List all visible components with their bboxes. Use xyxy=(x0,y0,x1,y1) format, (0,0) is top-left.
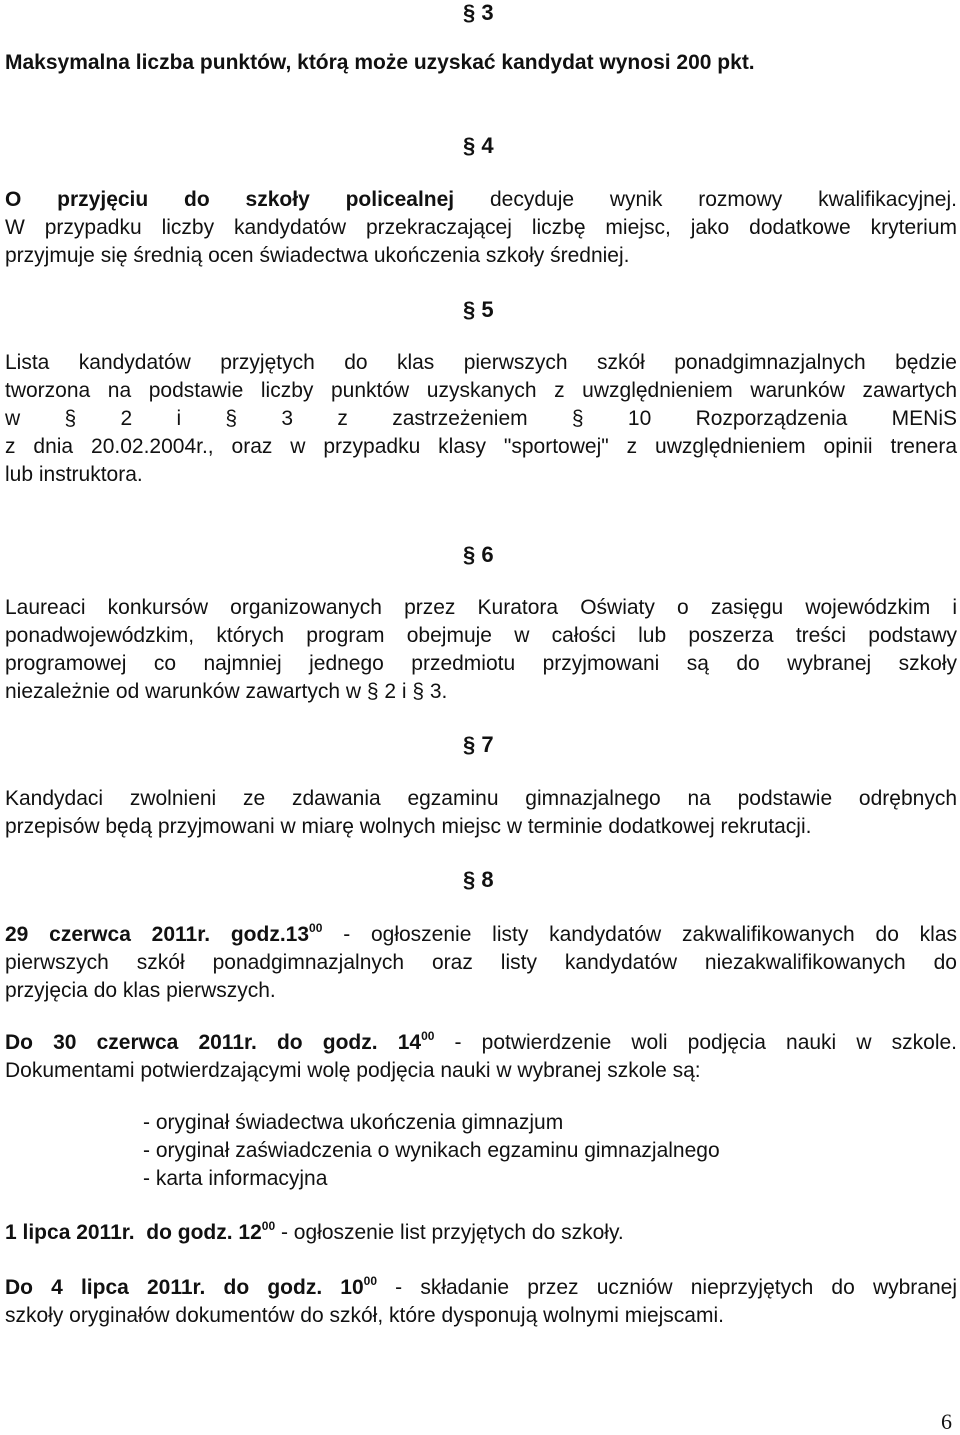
section-3-heading: § 3 xyxy=(463,0,494,25)
schedule-item-2-date xyxy=(5,1031,434,1054)
paragraph-6-line-4: niezależnie od warunków zawartych w § 2 i § 3. xyxy=(5,680,448,703)
paragraph-6 xyxy=(5,594,957,706)
list-item: - oryginał świadectwa ukończenia gimnazjum xyxy=(143,1111,564,1134)
section-7-heading: § 7 xyxy=(463,732,494,757)
paragraph-7-line-1: Kandydaci zwolnieni ze zdawania egzaminu gimnazjalnego na podstawie odrębnych xyxy=(5,787,957,810)
schedule-item-3-minutes: 00 xyxy=(261,1219,276,1233)
schedule-item-1-line-1 xyxy=(5,921,957,949)
schedule-item-2 xyxy=(5,1029,957,1085)
paragraph-4-line-2: W przypadku liczby kandydatów przekraczającej liczbę miejsc, jako dodatkowe kryterium xyxy=(5,216,957,239)
paragraph-5 xyxy=(5,349,957,489)
schedule-item-1-date-text: 29 czerwca 2011r. godz.13 xyxy=(5,923,310,946)
paragraph-4-line-3: przyjmuje się średnią ocen świadectwa ukończenia szkoły średniej. xyxy=(5,244,630,267)
schedule-item-1-date xyxy=(5,923,322,946)
paragraph-6-line-1: Laureaci konkursów organizowanych przez Kuratora Oświaty o zasięgu wojewódzkim i xyxy=(5,596,957,619)
schedule-item-2-line-1 xyxy=(5,1029,957,1057)
schedule-item-4-line-1 xyxy=(5,1274,957,1302)
paragraph-4-bold: O przyjęciu do szkoły policealnej xyxy=(5,188,455,211)
paragraph-6-line-2: ponadwojewódzkim, których program obejmuje w całości lub poszerza treści podstawy xyxy=(5,624,957,647)
page-number: 6 xyxy=(941,1409,952,1434)
documents-list xyxy=(143,1109,720,1193)
paragraph-5-line-5: lub instruktora. xyxy=(5,463,143,486)
paragraph-5-line-1: Lista kandydatów przyjętych do klas pierwszych szkół ponadgimnazjalnych będzie xyxy=(5,351,957,374)
paragraph-5-line-3: w § 2 i § 3 z zastrzeżeniem § 10 Rozporządzenia MENiS xyxy=(5,407,957,430)
schedule-item-1-line-2: pierwszych szkół ponadgimnazjalnych oraz listy kandydatów niezakwalifikowanych do xyxy=(5,951,957,974)
paragraph-4-line-1 xyxy=(5,186,957,214)
schedule-item-1-line-3: przyjęcia do klas pierwszych. xyxy=(5,979,276,1002)
schedule-item-1-minutes: 00 xyxy=(309,921,323,935)
schedule-item-1-desc: - ogłoszenie listy kandydatów zakwalifikowanych do klas xyxy=(322,923,958,946)
schedule-item-3-line-1 xyxy=(5,1219,957,1247)
schedule-item-2-minutes: 00 xyxy=(421,1029,435,1043)
paragraph-7-line-2: przepisów będą przyjmowani w miarę wolnych miejsc w terminie dodatkowej rekrutacji. xyxy=(5,815,812,838)
section-4-heading: § 4 xyxy=(463,133,494,158)
paragraph-4-line-1-rest: decyduje wynik rozmowy kwalifikacyjnej. xyxy=(454,188,957,211)
schedule-item-3 xyxy=(5,1219,957,1247)
schedule-item-4-line-2: szkoły oryginałów dokumentów do szkół, które dysponują wolnymi miejscami. xyxy=(5,1304,724,1327)
paragraph-7 xyxy=(5,785,957,841)
section-5-heading: § 5 xyxy=(463,297,494,322)
schedule-item-3-desc: - ogłoszenie list przyjętych do szkoły. xyxy=(275,1221,624,1244)
list-item: - oryginał zaświadczenia o wynikach egzaminu gimnazjalnego xyxy=(143,1139,720,1162)
schedule-item-3-date xyxy=(5,1221,275,1244)
schedule-item-3-date-text: 1 lipca 2011r. do godz. 12 xyxy=(5,1221,262,1244)
schedule-item-1 xyxy=(5,921,957,1005)
schedule-item-2-line-2: Dokumentami potwierdzającymi wolę podjęcia nauki w wybranej szkole są: xyxy=(5,1059,701,1082)
list-item: - karta informacyjna xyxy=(143,1167,328,1190)
paragraph-5-line-4: z dnia 20.02.2004r., oraz w przypadku klasy "sportowej" z uwzględnieniem opinii trenera xyxy=(5,435,957,458)
schedule-item-4-date-text: Do 4 lipca 2011r. do godz. 10 xyxy=(5,1276,364,1299)
paragraph-6-line-3: programowej co najmniej jednego przedmiotu przyjmowani są do wybranej szkoły xyxy=(5,652,957,675)
schedule-item-2-desc: - potwierdzenie woli podjęcia nauki w szkole. xyxy=(434,1031,957,1054)
section-8-heading: § 8 xyxy=(463,867,494,892)
max-points-text: Maksymalna liczba punktów, którą może uzyskać kandydat wynosi 200 pkt. xyxy=(5,51,755,74)
schedule-item-4-minutes: 00 xyxy=(363,1274,378,1288)
paragraph-4 xyxy=(5,186,957,270)
schedule-item-4-desc: - składanie przez uczniów nieprzyjętych do wybranej xyxy=(377,1276,957,1299)
schedule-item-2-date-text: Do 30 czerwca 2011r. do godz. 14 xyxy=(5,1031,422,1054)
schedule-item-4-date xyxy=(5,1276,377,1299)
section-6-heading: § 6 xyxy=(463,542,494,567)
paragraph-3 xyxy=(5,49,957,77)
paragraph-5-line-2: tworzona na podstawie liczby punktów uzyskanych z uwzględnieniem warunków zawartych xyxy=(5,379,957,402)
schedule-item-4 xyxy=(5,1274,957,1330)
